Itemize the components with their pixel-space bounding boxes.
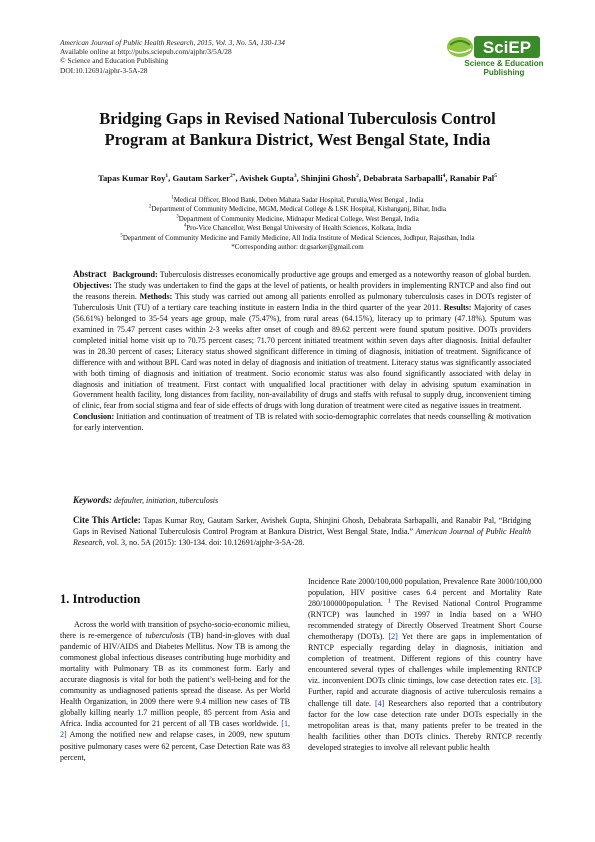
reference-link[interactable]: [3] [530,676,540,686]
intro-paragraph-2: Incidence Rate 2000/100,000 population, Prevalence Rate 3000/100,000 population, HIV positive cases 6.4 percent and Mortality Rate 280/100000population. $^1$ The Revised National Control Programme (RNTCP) was launched in 1997 in India based on a WHO recommended strategy of Directly Observed Treatment Short Course chemotherapy (DOTs). [2] Yet there are gaps in implementation of RNTCP especially regarding delay in diagnosis, initiation and completion of treatment. Different regions of this country have encountered several types of challenges while implementing RNTCP viz. inconvenient DOTs clinic timings, low case detection rates etc. [3]. Further, rapid and accurate diagnosis of active tuberculosis remains a challenge till date. [4] Researchers also reported that a contributory factor for the low case detection rate under DOTs especially in the metropolitan areas is that, many patients prefer to be treated in the health facilities other than DOTs clinics. Thereby RNTCP recently developed strategies to involve all relevant public health [308,577,542,752]
author-name: Gautam Sarker [172,173,230,183]
author-list: Tapas Kumar Roy$^1$, Gautam Sarker$^{2*}$, Avishek Gupta$^3$, Shinjini Ghosh$^2$, Debabrata Sarbapalli$^4$, Ranabir Pal$^5$ [98,173,497,183]
logo-brand: SciEP [482,38,532,57]
abstract [73,269,531,434]
abstract-conclusion: Initiation and continuation of treatment of TB is related with socio-demographic correlates that needs counselling & motivation for early intervention. [73,412,531,433]
abstract-background-label: Background: [112,270,158,279]
corresponding-author[interactable]: *Corresponding author: dr.gsarker@gmail.com [231,243,364,252]
title-line-1: Bridging Gaps in Revised National Tuberculosis Control [99,109,496,128]
author-name: Avishek Gupta [239,173,294,183]
keywords [73,495,531,505]
author-sup: 2* [229,173,236,180]
article-title [50,108,545,150]
abstract-results-label: Results: [443,302,472,312]
abstract-results: Majority of cases (56.61%) belonged to 35-54 years age group, male (75.47%), from rural areas (64.15%), literacy up to primary (47.18%). Sputum was examined in 75.47 percent cases within 2-3 weeks after onset of cough and 89.62 percent were found sputum positive. DOTs providers completed initial home visit up to 70.75 percent cases; 71.70 percent initiated treatment within seven days after diagnosis. Initial defaulter was in 28.30 percent of cases; Literacy status showed significant difference in timing of diagnosis, initiation of treatment. Significance of difference with and without BPL Card was noted in delay of diagnosis and initiation of treatment. Literacy status was significantly associated with both timing of diagnosis and initiation of treatment. Socio economic status was also found significantly associated with delay in diagnosis and initiation of treatment. First contact with unqualified local practitioner with delay in advising sputum examination in Government health facility, long distances from facility, non-availability of drugs and staffs with refusal to supply drug, inconvenient timing of clinic, fear from social stigma and fear of side effects of drugs with long duration of treatment were cited as negative issues in treatment. [73,302,531,411]
abstract-background: Tuberculosis distresses economically productive age groups and emerged as a noteworthy reason of global burden. [159,270,531,279]
title-line-2: Program at Bankura District, West Bengal State, India [104,130,491,149]
abstract-objectives: The study was undertaken to find the gaps at the level of patients, or health providers in implementing RNTCP and also find out the reasons therein. [73,280,531,301]
abstract-conclusion-label: Conclusion: [73,412,115,422]
intro-column-right [308,576,542,753]
journal-citation: American Journal of Public Health Research, 2015, Vol. 3, No. 5A, 130-134 [60,38,285,47]
keywords-text: defaulter, initiation, tuberculosis [114,496,219,505]
author-name: Debabrata Sarbapalli [363,173,443,183]
affiliation-item: $^5$Department of Community Medicine and Family Medicine, All India Institute of Medical Sciences, Jodhpur, Rajasthan, India [120,233,475,242]
affiliation-item: $^2$Department of Community Medicine, MGM, Medical College & LSK Hospital, Kishanganj, Bihar, India [148,205,447,214]
author-sup: 2 [356,173,359,180]
logo-line1: Science & Education [464,59,544,68]
author-sup: 4 [442,173,446,180]
sciep-logo [444,33,544,77]
cite-label: Cite This Article: [73,515,141,525]
journal-copyright: © Science and Education Publishing [60,56,169,66]
author-sup: 3 [293,173,297,180]
cite-authors-title: Tapas Kumar Roy, Gautam Sarker, Avishek Gupta, Shinjini Ghosh, Debabrata Sarbapalli, and Ranabir Pal, “Bridging Gaps in Revised National Tuberculosis Control Program at Bankura District, West Bengal State, India.” [73,516,531,536]
abstract-objectives-label: Objectives: [73,280,112,290]
reference-link[interactable]: [2] [388,632,398,642]
intro-paragraph-1: Across the world with transition of psycho-socio-economic milieu, there is re-emergence of tuberculosis (TB) hand-in-gloves with dual pandemic of HIV/AIDS and Diabetes Mellitus. Now TB is among the commonest global infectious diseases contributing huge morbidity and mortality with Pulmonary TB as its commonest form. Early and accurate diagnosis is vital for both the patient’s well-being and for the community as undiagnosed patients spread the disease. As per World Health Organization, in 2009 there were 9.4 million new cases of TB globally killing nearly 1.7 million people, 85 percent from Asia and Africa. India accounted for 21 percent of all TB cases worldwide. [1, 2] Among the notified new and relapse cases, in 2009, new sputum positive pulmonary cases were 62 percent, Case Detection Rate was 83 percent, [60,620,290,762]
author-sup: 1 [165,173,169,180]
affiliation-list [40,196,555,252]
author-name: Ranabir Pal [449,173,495,183]
logo-line2: Publishing [483,68,525,77]
cite-journal: American Journal of Public Health Research [73,526,532,547]
author-name: Tapas Kumar Roy [98,173,166,183]
journal-url[interactable]: Available online at http://pubs.sciepub.com/ajphr/3/5A/28 [60,47,232,57]
keywords-label: Keywords: [73,495,112,505]
author-name: Shinjini Ghosh [300,173,357,183]
journal-info [60,38,285,75]
affiliation-item: $^3$Department of Community Medicine, Midnapur Medical College, West Bengal, India [176,214,419,223]
section-heading-introduction: 1. Introduction [60,592,141,606]
abstract-methods-label: Methods: [139,291,173,301]
abstract-heading: Abstract [73,269,107,279]
journal-doi: DOI:10.12691/ajphr-3-5A-28 [60,65,148,75]
abstract-methods: This study was carried out among all patients enrolled as pulmonary tuberculosis cases in DOTs register of Tuberculosis Unit (TU) of a tertiary care teaching institute in eastern India in the third quarter of the year 2011. [73,291,532,312]
cite-this-article [73,515,531,549]
author-sup: 5 [494,173,497,180]
cite-rest: , vol. 3, no. 5A (2015): 130-134. doi: 10.12691/ajphr-3-5A-28. [102,537,305,547]
affiliation-item: $^1$Medical Officer, Blood Bank, Deben Mahata Sadar Hospital, Purulia,West Bengal , India [171,195,424,204]
reference-link[interactable]: [1, 2] [60,719,290,740]
affiliation-item: $^4$Pro-Vice Chancellor, West Bengal University of Health Sciences, Kolkata, India [183,223,412,233]
reference-link[interactable]: [4] [374,698,385,708]
intro-column-left [60,619,290,763]
